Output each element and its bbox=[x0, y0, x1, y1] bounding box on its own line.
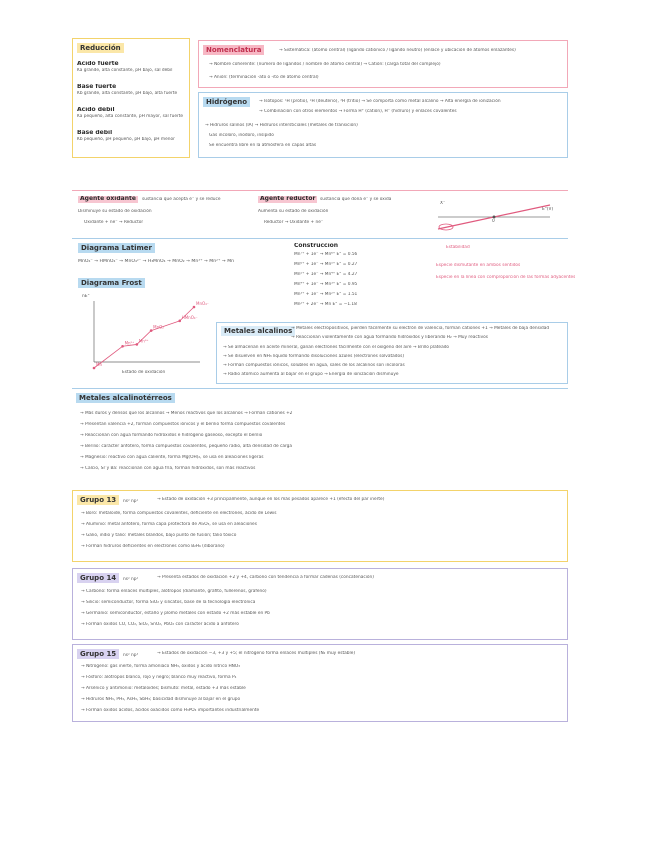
reductor-title: Agente reductor bbox=[260, 196, 316, 202]
alcalinos-line: → Se almacenan en aceite mineral, ganan electrones fácilmente con el oxígeno del aire → Brillo plateado bbox=[223, 345, 450, 350]
latimer-row: Mn³⁺ + 1e⁻ → Mn²⁺ E° = 1.51 bbox=[294, 292, 358, 297]
frost-point-label: Mn³⁺ bbox=[138, 338, 149, 344]
alcalinos-line: → Se disuelven en NH₃ líquido formando disoluciones azules (electrones solvatados) bbox=[223, 354, 405, 359]
latimer-row: Mn⁷⁺ + 1e⁻ → Mn⁶⁺ E° = 0.56 bbox=[294, 252, 358, 257]
nomenclatura-box bbox=[198, 40, 568, 88]
latimer-title: Diagrama Latimer bbox=[78, 243, 155, 253]
grupo15-config: ns² np³ bbox=[123, 653, 139, 658]
alcalinoterreos-line: → Berilio: carácter anfótero, forma compuestos covalentes, pequeño radio, alta densidad de carga bbox=[80, 444, 293, 449]
reductor-text: sustancia que dona e⁻ y se oxida bbox=[320, 197, 392, 202]
latimer-row: Mn²⁺ + 2e⁻ → Mn E° = −1.18 bbox=[294, 302, 357, 307]
reduccion-item-text: Kb pequeño, pH pequeño, pH bajo, pH menor bbox=[77, 136, 175, 142]
reduccion-item-text: Ka grande, alta constante, pH bajo, sal débil bbox=[77, 67, 173, 73]
nomenclatura-line: → Anión: (terminación -ato o -ito de átomo central) bbox=[209, 75, 319, 80]
nomenclatura-line: → Sistemática: (átomo central) (ligando catiónico / ligando neutro) (enlace y ubicación de átomos enlazantes) bbox=[279, 48, 516, 53]
grupo13-line: → Estado de oxidación +3 principalmente, aunque en los más pesados aparece +1 (efecto del par inerte) bbox=[157, 497, 385, 502]
grupo14-config: ns² np² bbox=[123, 577, 139, 582]
hidrogeno-line: → Hidruros salinos (IA) → Hidruros intersticiales (metales de transición) bbox=[205, 123, 358, 128]
grupo13-line: → Aluminio: metal anfótero, forma capa protectora de Al₂O₃, se usa en aleaciones bbox=[81, 522, 257, 527]
grupo14-box bbox=[72, 568, 568, 640]
reduccion-item-head: Ácido débil bbox=[77, 107, 115, 113]
alcalinoterreos-line: → Reaccionan con agua formando hidróxidos e hidrógeno gaseoso, excepto el berilio bbox=[80, 433, 263, 438]
grupo15-line: → Fósforo: alótropos blanco, rojo y negro; blanco muy reactivo, forma P₄ bbox=[81, 675, 237, 680]
frost-point bbox=[121, 345, 124, 348]
reduccion-box bbox=[72, 38, 190, 158]
reduccion-item-head: Base fuerte bbox=[77, 84, 117, 90]
grupo13-config: ns² np¹ bbox=[123, 499, 139, 504]
oxidante-text: sustancia que acepta e⁻ y se reduce bbox=[142, 197, 221, 202]
grupo15-title: Grupo 15 bbox=[77, 649, 119, 659]
reduccion-item-head: Base débil bbox=[77, 130, 113, 136]
metales-alcalinos-box bbox=[216, 322, 568, 384]
alcalinoterreos-line: → Presentan valencia +2, forman compuestos iónicos y el berilio forma compuestos covalentes bbox=[80, 422, 286, 427]
latimer-note: Especie en la línea con comproporción de las formas adyacentes bbox=[436, 275, 576, 280]
hidrogeno-box bbox=[198, 92, 568, 158]
reductor-formula: Reductor → Oxidante + ne⁻ bbox=[264, 220, 324, 225]
oxidante-sub: Disminuye su estado de oxidación bbox=[78, 209, 152, 214]
frost-point bbox=[150, 329, 153, 332]
axis-zero-label: 0 bbox=[492, 219, 495, 224]
hidrogeno-line: Se encuentra libre en la atmósfera en capas altas bbox=[209, 143, 317, 148]
alcalinos-line: → Metales electropositivos, pierden fácilmente su electrón de valencia, forman cationes +1 → Metales de baja densidad bbox=[291, 326, 550, 331]
alcalinoterreos-line: → Calcio, Sr y Ba: reaccionan con agua fría, forman hidróxidos, son más reactivos bbox=[80, 466, 256, 471]
grupo14-line: → Silicio: semiconductor, forma SiO₂ y silicatos, base de la tecnología electrónica bbox=[81, 600, 256, 605]
hidrogeno-line: → Combinación con otros elementos → Forma H⁺ (catión), H⁻ (hidruro) y enlaces covalentes bbox=[259, 109, 457, 114]
frost-title: Diagrama Frost bbox=[78, 278, 145, 288]
alcalinos-line: → Radio atómico aumenta al bajar en el grupo → Energía de ionización disminuye bbox=[223, 372, 399, 377]
grupo15-box bbox=[72, 644, 568, 722]
grupo14-line: → Presenta estados de oxidación +2 y +4, carbono con tendencia a formar cadenas (concatenación) bbox=[157, 575, 374, 580]
frost-point-label: MnO₄⁻ bbox=[196, 301, 209, 306]
grupo14-line: → Carbono: forma enlaces múltiples, alótropos (diamante, grafito, fullerenos, grafeno) bbox=[81, 589, 267, 594]
frost-plot bbox=[72, 292, 212, 378]
latimer-row: Mn⁵⁺ + 1e⁻ → Mn⁴⁺ E° = 4.27 bbox=[294, 272, 358, 277]
oxidante-formula: Oxidante + ne⁻ → Reductor bbox=[84, 220, 144, 225]
latimer-note: Especie dismutante en ambos sentidos bbox=[436, 263, 521, 268]
grupo13-line: → Boro: metaloide, forma compuestos covalentes, deficiente en electrones, ácido de Lewis bbox=[81, 511, 277, 516]
grupo14-line: → Forman óxidos CO, CO₂, SiO₂, SnO₂, PbO₂ con carácter ácido a anfótero bbox=[81, 622, 239, 627]
grupo13-line: → Galio, indio y talio: metales blandos, bajo punto de fusión; talio tóxico bbox=[81, 533, 237, 538]
hidrogeno-title: Hidrógeno bbox=[203, 97, 250, 107]
metales-alcalinos-title: Metales alcalinos bbox=[221, 326, 295, 336]
frost-box bbox=[72, 278, 212, 378]
hidrogeno-line: Gas incoloro, inodoro, insípido bbox=[209, 133, 274, 138]
frost-point-label: MnO₂ bbox=[153, 324, 164, 330]
grupo13-line: → Forman hidruros deficientes en electrones como B₂H₆ (diborano) bbox=[81, 544, 225, 549]
frost-point bbox=[136, 343, 139, 346]
grupo15-line: → Arsénico y antimonio: metaloides; bismuto: metal, estado +3 más estable bbox=[81, 686, 246, 691]
nomenclatura-title: Nomenclatura bbox=[203, 45, 264, 55]
reduccion-item-text: Ka pequeño, alta constante, pH mayor, sal fuerte bbox=[77, 113, 184, 119]
grupo15-line: → Forman óxidos ácidos, ácidos oxácidos como H₃PO₄ importantes industrialmente bbox=[81, 708, 260, 713]
alcalinos-line: → Reaccionan violentamente con agua formando hidróxidos y liberando H₂ → Muy reactivos bbox=[291, 335, 489, 340]
hidrogeno-line: → Isótopos: ¹H (protio), ²H (deuterio), ³H (tritio) → Se comporta como metal alcalino → Alta energía de ionización bbox=[259, 99, 501, 104]
latimer-row: Mn⁴⁺ + 1e⁻ → Mn³⁺ E° = 0.95 bbox=[294, 282, 358, 287]
frost-ylabel: nE° bbox=[82, 294, 90, 299]
frost-point bbox=[193, 306, 196, 309]
reduccion-item-head: Ácido fuerte bbox=[77, 61, 119, 67]
grupo13-title: Grupo 13 bbox=[77, 495, 119, 505]
grupo14-title: Grupo 14 bbox=[77, 573, 119, 583]
latimer-label: Construcción bbox=[294, 243, 339, 249]
axis-right-label: E°(V) bbox=[542, 207, 554, 212]
reduccion-item-text: Kb grande, alta constante, pH bajo, alta fuerte bbox=[77, 90, 178, 96]
latimer-row: Mn⁶⁺ + 1e⁻ → Mn⁵⁺ E° = 0.27 bbox=[294, 262, 358, 267]
alcalinoterreos-line: → Más duros y densos que los alcalinos → Menos reactivos que los alcalinos → Forman cationes +2 bbox=[80, 411, 293, 416]
alcalinoterreos-box bbox=[72, 388, 568, 482]
potential-axis bbox=[432, 197, 564, 233]
reduccion-title: Reducción bbox=[77, 43, 124, 53]
grupo15-line: → Estados de oxidación −3, +3 y +5; el nitrógeno forma enlaces múltiples (N₂ muy estable) bbox=[157, 651, 356, 656]
latimer-formula: MnO₄⁻ → HMnO₄⁻ → MnO₄²⁻ → H₃MnO₄ → MnO₂ → Mn³⁺ → Mn²⁺ → Mn bbox=[78, 259, 235, 264]
alcalinoterreos-line: → Magnesio: reactivo con agua caliente, forma Mg(OH)₂, se usa en aleaciones ligeras bbox=[80, 455, 264, 460]
latimer-side-label: Estabilidad bbox=[446, 245, 470, 250]
oxidante-title: Agente oxidante bbox=[80, 196, 136, 202]
frost-point bbox=[178, 320, 181, 323]
axis-left-label: X⁻ bbox=[440, 201, 446, 206]
grupo15-line: → Hidruros NH₃, PH₃, AsH₃, SbH₃; basicidad disminuye al bajar en el grupo bbox=[81, 697, 241, 702]
frost-xlabel: Estado de oxidación bbox=[122, 370, 166, 375]
frost-point-label: HMnO₄⁻ bbox=[181, 314, 198, 320]
agentes-box bbox=[72, 190, 568, 236]
frost-point-label: Mn bbox=[96, 362, 102, 367]
alcalinoterreos-title: Metales alcalinotérreos bbox=[76, 393, 175, 403]
frost-point-label: Mn²⁺ bbox=[124, 340, 135, 346]
grupo13-box bbox=[72, 490, 568, 562]
nomenclatura-line: → Nombre coherente: (número de ligandos / nombre de átomo central) → Catión: (carga total del complejo) bbox=[209, 62, 441, 67]
alcalinos-line: → Forman compuestos iónicos, solubles en agua, sales de los alcalinos son incoloras bbox=[223, 363, 405, 368]
frost-point bbox=[93, 367, 96, 370]
grupo15-line: → Nitrógeno: gas inerte, forma amoníaco NH₃, óxidos y ácido nítrico HNO₃ bbox=[81, 664, 241, 669]
grupo14-line: → Germanio: semiconductor, estaño y plomo metales con estado +2 más estable en Pb bbox=[81, 611, 270, 616]
reductor-sub: Aumenta su estado de oxidación bbox=[258, 209, 329, 214]
